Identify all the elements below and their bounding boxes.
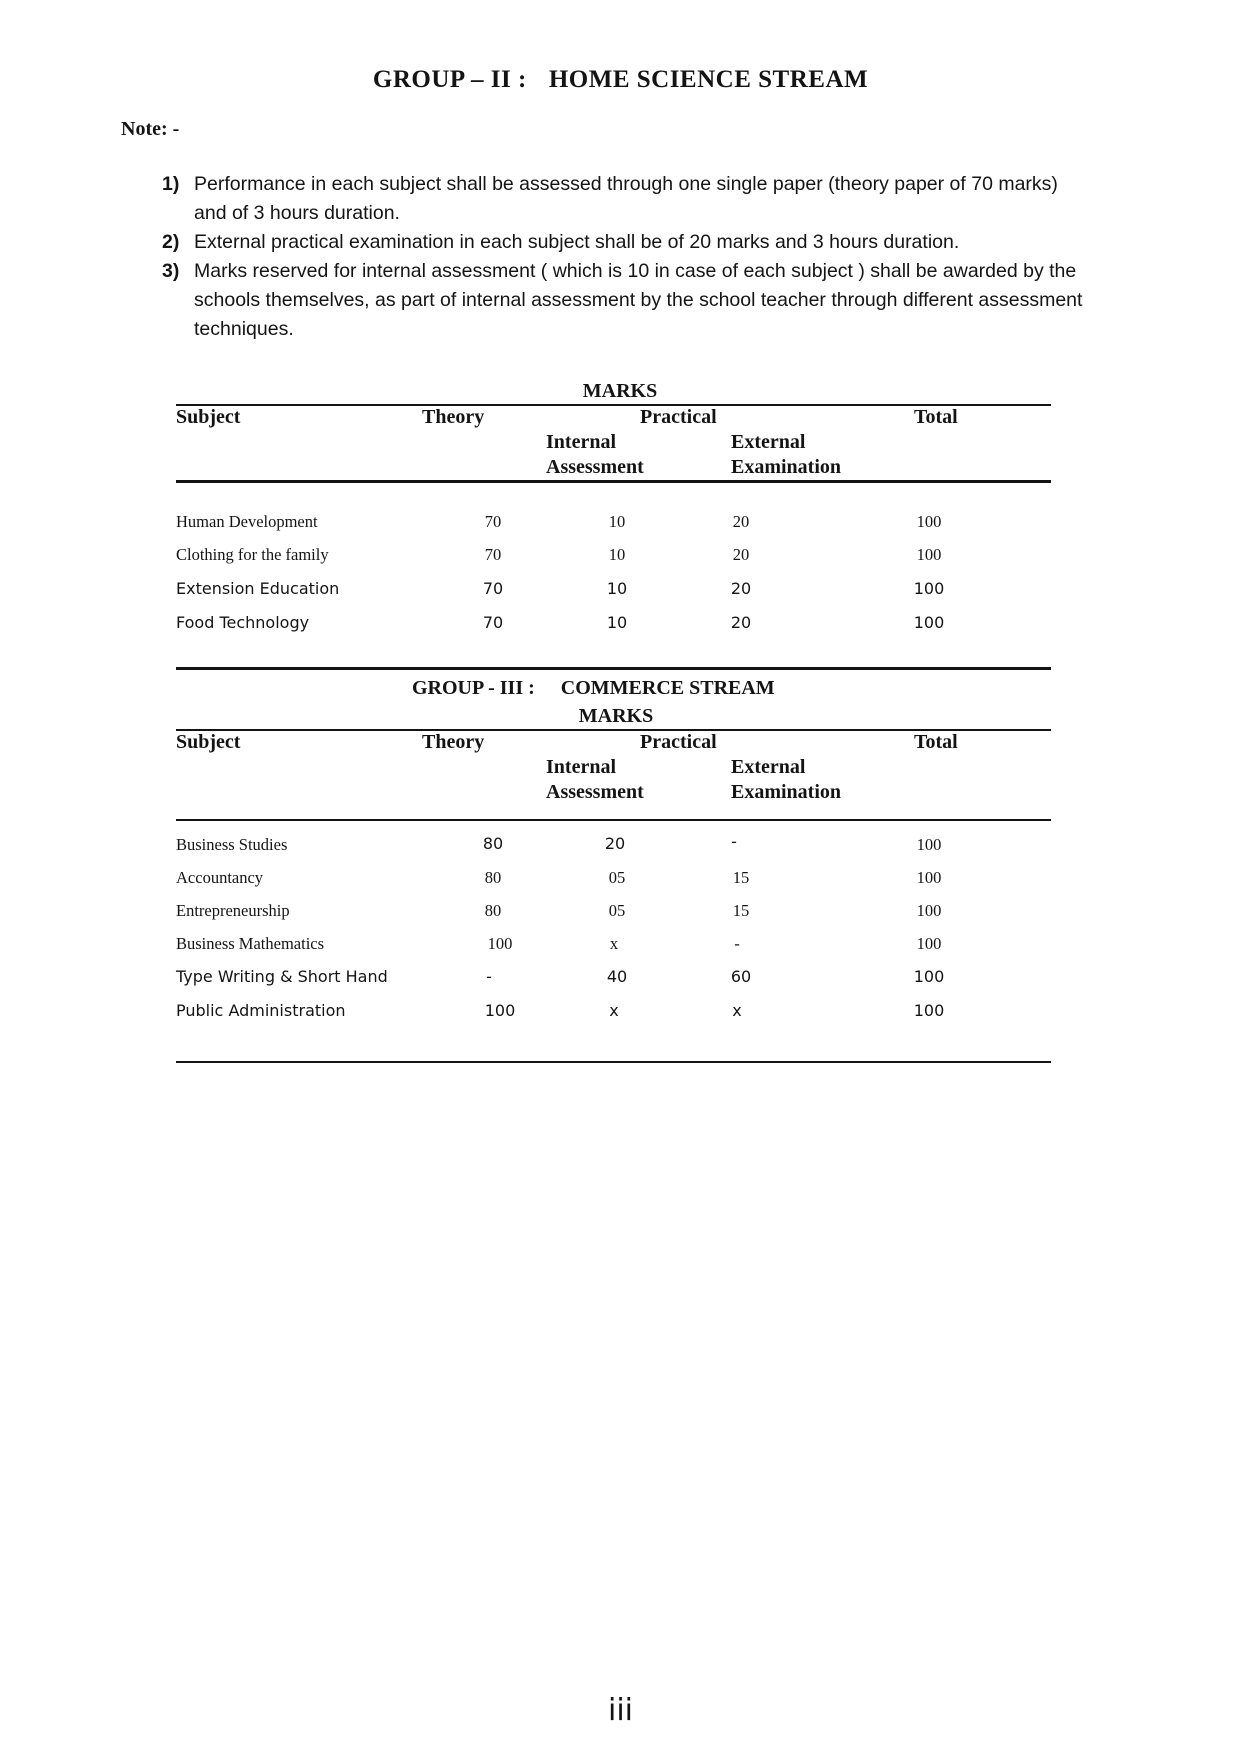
practical-header: Practical	[640, 731, 717, 753]
external-cell: x	[732, 1001, 742, 1020]
total-cell: 100	[913, 1001, 945, 1020]
commerce-title	[412, 677, 832, 700]
total-cell: 100	[913, 967, 945, 986]
subject-cell: Public Administration	[176, 1001, 346, 1020]
table-rule	[176, 1061, 1051, 1063]
internal-header: Internal	[546, 431, 616, 453]
theory-cell: 80	[484, 901, 502, 920]
theory-cell: 80	[484, 868, 502, 887]
internal-cell: 10	[606, 613, 628, 632]
total-cell: 100	[916, 545, 942, 564]
subject-cell: Type Writing & Short Hand	[176, 967, 388, 986]
subject-cell: Accountancy	[176, 868, 264, 887]
internal-cell: 40	[606, 967, 628, 986]
external-cell: 20	[730, 613, 752, 632]
subject-cell: Business Mathematics	[176, 934, 325, 953]
internal-cell: 10	[606, 579, 628, 598]
total-cell: 100	[916, 835, 942, 854]
theory-cell: 70	[482, 613, 504, 632]
examination-header: Examination	[731, 781, 842, 803]
note-number: 3)	[162, 260, 180, 282]
total-cell: 100	[916, 901, 942, 920]
note-text: Performance in each subject shall be assessed through one single paper (theory paper of 70 marks) and of 3 hours duration.	[194, 173, 1058, 224]
theory-header: Theory	[422, 731, 485, 753]
total-cell: 100	[916, 934, 942, 953]
internal-header: Internal	[546, 756, 616, 778]
table-rule	[176, 819, 1051, 821]
total-cell: 100	[916, 868, 942, 887]
theory-cell: 100	[487, 934, 513, 953]
internal-cell: 20	[604, 834, 626, 853]
external-header: External	[731, 431, 806, 453]
total-cell: 100	[916, 512, 942, 531]
marks-header: MARKS	[578, 705, 654, 727]
external-cell: 15	[732, 868, 750, 887]
external-header: External	[731, 756, 806, 778]
internal-cell: 05	[608, 901, 626, 920]
total-cell: 100	[913, 579, 945, 598]
marks-header: MARKS	[582, 380, 658, 402]
page-title	[0, 66, 1241, 94]
subject-header: Subject	[176, 406, 241, 428]
external-cell: 20	[730, 579, 752, 598]
internal-cell: 10	[608, 545, 626, 564]
total-header: Total	[914, 406, 958, 428]
theory-cell: 70	[482, 579, 504, 598]
stream-label: HOME SCIENCE STREAM	[548, 66, 869, 93]
external-cell: 20	[732, 545, 750, 564]
theory-cell: 70	[484, 545, 502, 564]
internal-cell: x	[609, 1001, 619, 1020]
assessment-header: Assessment	[546, 781, 644, 803]
external-cell: 15	[732, 901, 750, 920]
external-cell: -	[731, 832, 737, 851]
note-number: 1)	[162, 173, 180, 195]
theory-cell: 80	[482, 834, 504, 853]
theory-cell: 70	[484, 512, 502, 531]
stream-label: COMMERCE STREAM	[560, 677, 775, 699]
practical-header: Practical	[640, 406, 717, 428]
subject-header: Subject	[176, 731, 241, 753]
table-rule	[176, 480, 1051, 483]
external-cell: 60	[730, 967, 752, 986]
internal-cell: 10	[608, 512, 626, 531]
theory-cell: 100	[484, 1001, 516, 1020]
note-number: 2)	[162, 231, 180, 253]
page-number: iii	[607, 1693, 633, 1728]
note-text: External practical examination in each subject shall be of 20 marks and 3 hours duration.	[194, 231, 960, 253]
total-header: Total	[914, 731, 958, 753]
subject-cell: Food Technology	[176, 613, 310, 632]
internal-cell: 05	[608, 868, 626, 887]
total-cell: 100	[913, 613, 945, 632]
group-label: GROUP – II :	[372, 66, 527, 93]
subject-cell: Entrepreneurship	[176, 901, 290, 920]
subject-cell: Clothing for the family	[176, 545, 329, 564]
theory-header: Theory	[422, 406, 485, 428]
external-cell: 20	[732, 512, 750, 531]
subject-cell: Extension Education	[176, 579, 340, 598]
internal-cell: x	[609, 934, 619, 953]
subject-cell: Business Studies	[176, 835, 288, 854]
subject-cell: Human Development	[176, 512, 318, 531]
table-rule	[176, 667, 1051, 670]
note-label: Note: -	[121, 118, 180, 140]
external-cell: -	[734, 934, 740, 953]
note-text: Marks reserved for internal assessment ( which is 10 in case of each subject ) shall be awarded by the schools themselves, as part of internal assessment by the school teacher through different assessment techniques.	[194, 260, 1083, 340]
group-label: GROUP - III :	[412, 677, 535, 699]
examination-header: Examination	[731, 456, 842, 478]
assessment-header: Assessment	[546, 456, 644, 478]
theory-cell: -	[486, 967, 492, 986]
